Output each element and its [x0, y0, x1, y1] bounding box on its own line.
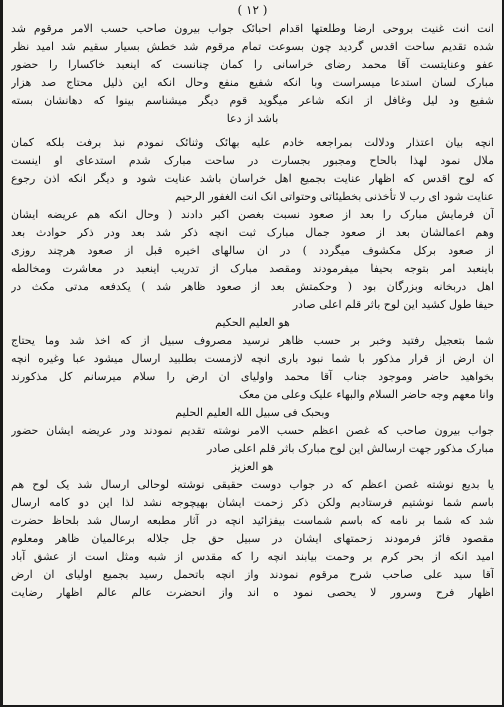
- text-line: وانا معهم وجه حاضر السلام والبهاء علیک وعلی من معک: [238, 388, 494, 401]
- text-line: ملال نمود لهذا بالحاح ومجبور بجسارت در ساحت مبارک شدم استدعای او اینست: [11, 154, 494, 167]
- text-line: اظهار فرح وسرور لا یحصی نمود ه اند واز انحضرت عالم عالم اظهار رضایت: [11, 586, 494, 599]
- text-line: امید انکه از بحر کرم بر وحمت بیابند انچه را که مقدس از شبه ومثل است از عشق آباد: [11, 550, 494, 563]
- text-line: شفیع ود لیل وغافل از انکه شاعر میگوید قوم دیگر میشناسم بینوا که دهانشان بسته: [11, 94, 494, 107]
- text-line: انچه بیان اعتذار ودلالت بمراجعه خادم علیه بهائک وثنائک نمودم نبذ برفت بلکه کمان: [11, 136, 494, 149]
- tablet-heading: هو العلیم الحکیم: [215, 316, 290, 329]
- text-line: آقا سید علی صاحب شرح مرقوم نمودند واز انچه باتحمل رسید بجمیع اولیای ان ارض: [11, 568, 494, 581]
- text-line: عفو وعنایتست آقا محمد رضای خراسانی را کمان چنانست که اینعبد خاکسارا را حضور: [11, 58, 494, 71]
- page-number: ( ۱۲ ): [237, 3, 268, 17]
- text-line: مبارک لسان استدعا میسراست وبا انکه شفیع منفع وحال انکه این ذلیل محتاج صد هزار: [11, 76, 494, 89]
- text-line: وبحبک فی سبیل الله العلیم الحلیم: [175, 406, 330, 419]
- text-line: شده تقدیم ساحت اقدس گردید چون بسوعت تمام مرقوم شد خطش بسیار سقیم شد امید نظر: [11, 40, 494, 53]
- text-line: مبارک مذکور جهت ارسالش این لوح مبارک باثر قلم اعلی صادر: [206, 442, 494, 455]
- text-line: حیفا طول کشید این لوح باثر قلم اعلی صادر: [292, 298, 494, 311]
- text-line: که لوح اقدس که اظهار عنایت بجمیع اهل خراسان باشد عنایت شود و دیگر انکه اذن رجوع: [11, 172, 494, 185]
- text-line: شما بتعجیل رفتید وخبر بر حسب ظاهر نرسید مصروف سبیل از که اخذ شد وما یحتاج: [11, 334, 494, 347]
- text-line: ان ارض از قرار مذکور با شما نبود باری انچه لازمست بطلبید ارسال میشود عبا وغیره انچه: [11, 352, 494, 365]
- tablet-heading: هو العزیز: [231, 460, 274, 473]
- text-line: وهم اعمالشان بعد از صعود جمال مبارک ثبت انچه ذکر شد بعد ودر ذکر حوادث بعد: [11, 226, 494, 239]
- text-line: بخواهید حاضر وموجود جناب آقا محمد واولیای ان ارض را سلام میرسانم کل مذکورند: [11, 370, 494, 383]
- text-line: جواب بیرون صاحب که غصن اعظم حسب الامر نوشته تقدیم نمودند ودر عریضه ایشان حضور: [11, 424, 494, 437]
- text-line: از صعود برکل مکشوف میگردد ) در ان سالهای اخیره قبل از صعود هرچند روزی: [11, 244, 494, 257]
- manuscript-body: [11, 20, 494, 602]
- text-line: اهل دربخانه وبزرگان بود ( وحکمتش بعد از صعود ظاهر شد ) یکدفعه مدتی مکث در: [11, 280, 494, 293]
- text-line: باینعبد امر بتوجه بحیفا میفرمودند ومقصد مبارک از تدریب اینعبد در معاشرت ومخالطه: [11, 262, 494, 275]
- text-line: انت انت غنیت بروحی ارضا وطلعتها اقدام احبائک جواب بیرون صاحب حسب الامر مرقوم شد: [11, 22, 494, 35]
- text-line: آن فرمایش مبارک را بعد از صعود نسبت بغصن اکبر دادند ( وحال انکه هم عریضه ایشان: [11, 208, 494, 221]
- text-line: مقصود فائز فرمودند زحمتهای ایشان در سبیل حق جل جلاله برعالمیان ظاهر ومعلوم: [11, 532, 494, 545]
- text-line: شد که شما بر نامه که باسم شماست بیفزائید انچه در آثار مطبعه ارسال شد بلحاظ حضرت: [11, 514, 494, 527]
- text-line: عنایت شود ای رب لا تأخذنی بخطیئاتی وحتواتی انک انت الغفور الرحیم: [174, 190, 494, 203]
- text-line: باسم شما نوشتیم فرستادیم ولکن ذکر زحمت ایشان بهیچوجه نشد لذا این دو کامه ارسال: [11, 496, 494, 509]
- text-line: باشد از دعا: [226, 112, 279, 125]
- text-line: یا بدیع نوشته غصن اعظم که در جواب دوست حقیقی نوشته لوحالی ارسال شد یک لوح هم: [11, 478, 494, 491]
